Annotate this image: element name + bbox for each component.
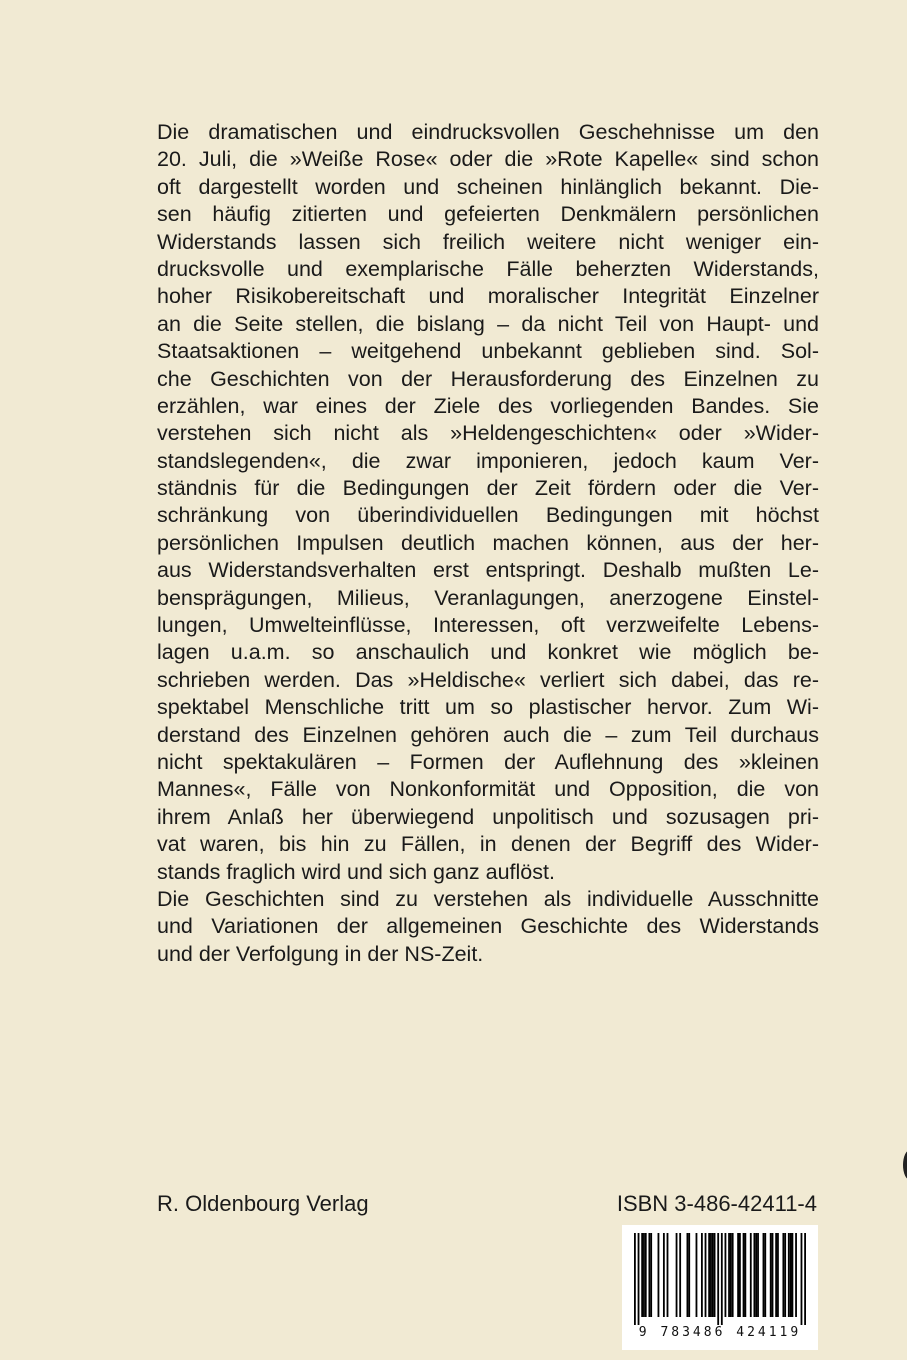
blurb-line: bensprägungen, Milieus, Veranlagungen, anerzogene Einstel-	[157, 585, 819, 610]
barcode-bar	[663, 1233, 665, 1317]
barcode-bar	[658, 1233, 660, 1317]
barcode-bar	[739, 1233, 741, 1317]
barcode-bar	[712, 1233, 714, 1317]
barcode-bar	[757, 1233, 759, 1317]
barcode-bar	[775, 1233, 777, 1317]
barcode-bar	[721, 1233, 723, 1325]
barcode-bar	[795, 1233, 797, 1317]
blurb-line: derstand des Einzelnen gehören auch die – zum Teil durchaus	[157, 722, 819, 747]
barcode-bar	[725, 1233, 727, 1317]
blurb-line: ihrem Anlaß her überwiegend unpolitisch und sozusagen pri-	[157, 804, 819, 829]
barcode-bar	[676, 1233, 678, 1317]
barcode-bar	[705, 1233, 707, 1317]
barcode-bar	[782, 1233, 784, 1317]
barcode-bar	[730, 1233, 732, 1317]
blurb-line: ständnis für die Bedingungen der Zeit fördern oder die Ver-	[157, 476, 819, 501]
blurb-line: standslegenden«, die zwar imponieren, jedoch kaum Ver-	[157, 448, 819, 473]
barcode-bar	[743, 1233, 745, 1317]
barcode-bar	[679, 1233, 681, 1317]
blurb-line: Die dramatischen und eindrucksvollen Geschehnisse um den	[157, 120, 819, 144]
barcode-bar	[638, 1233, 640, 1325]
blurb-line: schrieben werden. Das »Heldische« verliert sich dabei, das re-	[157, 667, 819, 692]
blurb-line: schränkung von überindividuellen Bedingungen mit höchst	[157, 503, 819, 528]
blurb-line: Mannes«, Fälle von Nonkonformität und Opposition, die von	[157, 777, 819, 802]
blurb-line: hoher Risikobereitschaft und moralischer Integrität Einzelner	[157, 284, 819, 309]
barcode-bar	[772, 1233, 774, 1317]
isbn-number: ISBN 3-486-42411-4	[616, 1191, 817, 1216]
barcode-bar	[701, 1233, 703, 1317]
barcode-bar	[737, 1233, 739, 1317]
barcode-bar	[792, 1233, 794, 1317]
barcode-bar	[728, 1233, 730, 1317]
barcode-bar	[763, 1233, 765, 1317]
blurb-line: erzählen, war eines der Ziele des vorliegenden Bandes. Sie	[157, 393, 819, 418]
blurb-line: drucksvolle und exemplarische Fälle beherzten Widerstands,	[157, 256, 819, 281]
barcode-bar	[804, 1233, 806, 1325]
barcode-bar	[801, 1233, 803, 1325]
blurb-line: Staatsaktionen – weitgehend unbekannt geblieben sind. Sol-	[157, 339, 819, 364]
barcode-bar	[770, 1233, 772, 1317]
barcode-bar	[753, 1233, 755, 1317]
blurb-line: persönlichen Impulsen deutlich machen können, aus der her-	[157, 530, 819, 555]
barcode-bars	[634, 1233, 806, 1329]
barcode-bar	[667, 1233, 669, 1317]
blurb-line: nicht spektakulären – Formen der Auflehnung des »kleinen	[157, 749, 819, 774]
barcode-bar	[744, 1233, 746, 1317]
barcode-bar	[732, 1233, 734, 1317]
blurb-line: verstehen sich nicht als »Heldengeschichten« oder »Wider-	[157, 421, 819, 446]
edge-mark	[903, 1150, 907, 1180]
blurb-line: lagen u.a.m. so anschaulich und konkret wie möglich be-	[157, 640, 819, 665]
barcode-bar	[688, 1233, 690, 1317]
barcode-bar	[708, 1233, 710, 1317]
barcode-bar	[750, 1233, 752, 1317]
barcode-bar	[641, 1233, 643, 1317]
blurb-line: stands fraglich wird und sich ganz auflöst.	[157, 859, 555, 884]
barcode-bar	[784, 1233, 786, 1317]
blurb-line: an die Seite stellen, die bislang – da nicht Teil von Haupt- und	[157, 311, 819, 336]
blurb-line: aus Widerstandsverhalten erst entspringt. Deshalb mußten Le-	[157, 558, 819, 583]
barcode-bar	[764, 1233, 766, 1317]
barcode-bar	[643, 1233, 645, 1317]
barcode-bar	[710, 1233, 712, 1317]
blurb-line: und Variationen der allgemeinen Geschichte des Widerstands	[157, 914, 819, 939]
barcode-bar	[687, 1233, 689, 1317]
barcode-bar	[645, 1233, 647, 1317]
barcode-bar	[650, 1233, 652, 1317]
blurb-line: sen häufig zitierten und gefeierten Denkmälern persönlichen	[157, 202, 819, 227]
blurb-line: spektabel Menschliche tritt um so plastischer hervor. Zum Wi-	[157, 695, 819, 720]
barcode-bar	[717, 1233, 719, 1325]
blurb-line: Widerstands lassen sich freilich weitere nicht weniger ein-	[157, 229, 819, 254]
blurb-line: oft dargestellt worden und scheinen hinlänglich bekannt. Die-	[157, 174, 819, 199]
barcode-bar	[755, 1233, 757, 1317]
barcode-bar	[648, 1233, 650, 1317]
blurb-line: 20. Juli, die »Weiße Rose« oder die »Rote Kapelle« sind schon	[157, 147, 819, 172]
barcode-bar	[777, 1233, 779, 1317]
blurb-line: vat waren, bis hin zu Fällen, in denen der Begriff des Wider-	[157, 832, 819, 857]
publisher-name: R. Oldenbourg Verlag	[157, 1191, 369, 1216]
blurb-line: Die Geschichten sind zu verstehen als individuelle Ausschnitte	[157, 886, 819, 911]
barcode-bar	[788, 1233, 790, 1317]
blurb-line: che Geschichten von der Herausforderung des Einzelnen zu	[157, 366, 819, 391]
back-cover-blurb	[157, 119, 819, 968]
barcode-bar	[790, 1233, 792, 1317]
blurb-line: und der Verfolgung in der NS-Zeit.	[157, 941, 484, 966]
barcode-digits: 9 783486 424119	[638, 1325, 802, 1340]
barcode	[622, 1225, 818, 1350]
barcode-bar	[696, 1233, 698, 1317]
blurb-line: lungen, Umwelteinflüsse, Interessen, oft verzweifelte Lebens-	[157, 613, 819, 638]
barcode-bar	[634, 1233, 636, 1325]
barcode-bar	[714, 1233, 716, 1317]
